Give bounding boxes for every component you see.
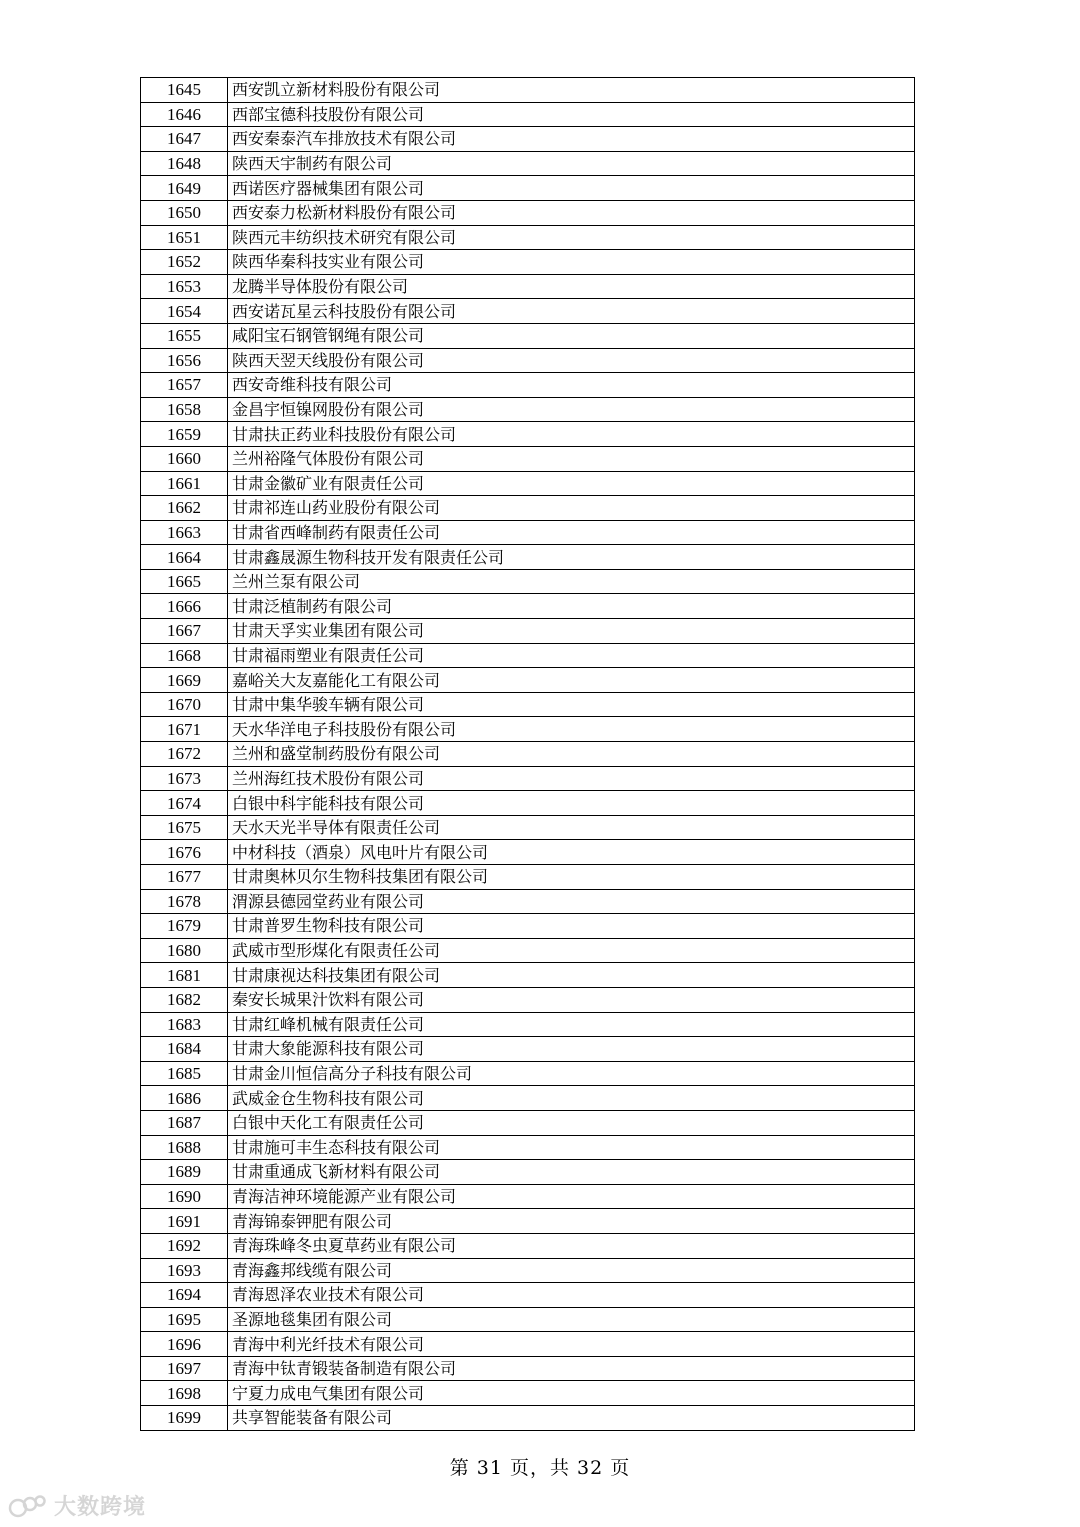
company-name-cell: 白银中天化工有限责任公司 [228, 1110, 915, 1135]
company-name-cell: 兰州和盛堂制药股份有限公司 [228, 742, 915, 767]
watermark-logo-icon [8, 1492, 48, 1520]
table-row [141, 1061, 915, 1086]
company-name-cell: 青海恩泽农业技术有限公司 [228, 1283, 915, 1308]
row-number-cell: 1660 [141, 446, 228, 471]
row-number-cell: 1650 [141, 200, 228, 225]
company-name-cell: 西安泰力松新材料股份有限公司 [228, 200, 915, 225]
row-number-cell: 1656 [141, 348, 228, 373]
company-name-cell: 西部宝德科技股份有限公司 [228, 102, 915, 127]
table-row [141, 619, 915, 644]
company-name-cell: 西安凯立新材料股份有限公司 [228, 78, 915, 103]
company-name-cell: 陕西天宇制药有限公司 [228, 151, 915, 176]
company-name-cell: 陕西元丰纺织技术研究有限公司 [228, 225, 915, 250]
row-number-cell: 1686 [141, 1086, 228, 1111]
table-row [141, 1406, 915, 1431]
company-name-cell: 甘肃奥林贝尔生物科技集团有限公司 [228, 865, 915, 890]
row-number-cell: 1680 [141, 938, 228, 963]
company-name-cell: 咸阳宝石钢管钢绳有限公司 [228, 323, 915, 348]
watermark-text: 大数跨境 [54, 1495, 147, 1520]
company-name-cell: 甘肃省西峰制药有限责任公司 [228, 520, 915, 545]
table-row [141, 815, 915, 840]
table-row [141, 200, 915, 225]
company-name-cell: 甘肃金川恒信高分子科技有限公司 [228, 1061, 915, 1086]
company-name-cell: 共享智能装备有限公司 [228, 1406, 915, 1431]
row-number-cell: 1658 [141, 397, 228, 422]
table-row [141, 914, 915, 939]
company-name-cell: 青海锦泰钾肥有限公司 [228, 1209, 915, 1234]
company-name-cell: 兰州兰泵有限公司 [228, 569, 915, 594]
table-row [141, 176, 915, 201]
table-row [141, 889, 915, 914]
table-row [141, 569, 915, 594]
company-name-cell: 甘肃大象能源科技有限公司 [228, 1037, 915, 1062]
company-name-cell: 甘肃金徽矿业有限责任公司 [228, 471, 915, 496]
row-number-cell: 1689 [141, 1160, 228, 1185]
row-number-cell: 1691 [141, 1209, 228, 1234]
row-number-cell: 1652 [141, 250, 228, 275]
company-name-cell: 武威市型形煤化有限责任公司 [228, 938, 915, 963]
table-row [141, 1307, 915, 1332]
table-row [141, 865, 915, 890]
row-number-cell: 1682 [141, 987, 228, 1012]
table-row [141, 1356, 915, 1381]
row-number-cell: 1693 [141, 1258, 228, 1283]
row-number-cell: 1648 [141, 151, 228, 176]
company-name-cell: 甘肃扶正药业科技股份有限公司 [228, 422, 915, 447]
table-row [141, 1037, 915, 1062]
company-name-cell: 天水华洋电子科技股份有限公司 [228, 717, 915, 742]
company-name-cell: 中材科技（酒泉）风电叶片有限公司 [228, 840, 915, 865]
table-row [141, 323, 915, 348]
row-number-cell: 1676 [141, 840, 228, 865]
table-row [141, 938, 915, 963]
table-row [141, 1381, 915, 1406]
company-name-cell: 宁夏力成电气集团有限公司 [228, 1381, 915, 1406]
table-row [141, 299, 915, 324]
table-row [141, 1184, 915, 1209]
table-row [141, 545, 915, 570]
company-name-cell: 龙腾半导体股份有限公司 [228, 274, 915, 299]
company-name-cell: 西安诺瓦星云科技股份有限公司 [228, 299, 915, 324]
table-row [141, 1110, 915, 1135]
company-name-cell: 甘肃重通成飞新材料有限公司 [228, 1160, 915, 1185]
row-number-cell: 1694 [141, 1283, 228, 1308]
row-number-cell: 1673 [141, 766, 228, 791]
row-number-cell: 1677 [141, 865, 228, 890]
company-name-cell: 甘肃福雨塑业有限责任公司 [228, 643, 915, 668]
row-number-cell: 1662 [141, 496, 228, 521]
row-number-cell: 1696 [141, 1332, 228, 1357]
company-name-cell: 西安奇维科技有限公司 [228, 373, 915, 398]
row-number-cell: 1655 [141, 323, 228, 348]
row-number-cell: 1679 [141, 914, 228, 939]
table-row [141, 1258, 915, 1283]
table-row [141, 692, 915, 717]
company-name-cell: 嘉峪关大友嘉能化工有限公司 [228, 668, 915, 693]
table-row [141, 742, 915, 767]
table-row [141, 225, 915, 250]
company-name-cell: 青海中利光纤技术有限公司 [228, 1332, 915, 1357]
table-row [141, 471, 915, 496]
table-row [141, 717, 915, 742]
company-name-cell: 青海洁神环境能源产业有限公司 [228, 1184, 915, 1209]
row-number-cell: 1667 [141, 619, 228, 644]
table-row [141, 1012, 915, 1037]
company-name-cell: 兰州裕隆气体股份有限公司 [228, 446, 915, 471]
company-name-cell: 西安秦泰汽车排放技术有限公司 [228, 127, 915, 152]
table-row [141, 840, 915, 865]
row-number-cell: 1674 [141, 791, 228, 816]
row-number-cell: 1668 [141, 643, 228, 668]
table-row [141, 1086, 915, 1111]
table-row [141, 446, 915, 471]
table-row [141, 1283, 915, 1308]
company-name-cell: 渭源县德园堂药业有限公司 [228, 889, 915, 914]
row-number-cell: 1683 [141, 1012, 228, 1037]
table-row [141, 397, 915, 422]
row-number-cell: 1647 [141, 127, 228, 152]
company-name-cell: 兰州海红技术股份有限公司 [228, 766, 915, 791]
table-row [141, 594, 915, 619]
table-row [141, 1233, 915, 1258]
company-name-cell: 青海珠峰冬虫夏草药业有限公司 [228, 1233, 915, 1258]
table-row [141, 766, 915, 791]
table-row [141, 373, 915, 398]
row-number-cell: 1698 [141, 1381, 228, 1406]
table-row [141, 987, 915, 1012]
row-number-cell: 1666 [141, 594, 228, 619]
company-name-cell: 秦安长城果汁饮料有限公司 [228, 987, 915, 1012]
row-number-cell: 1681 [141, 963, 228, 988]
company-name-cell: 甘肃泛植制药有限公司 [228, 594, 915, 619]
row-number-cell: 1651 [141, 225, 228, 250]
row-number-cell: 1646 [141, 102, 228, 127]
table-row [141, 496, 915, 521]
row-number-cell: 1670 [141, 692, 228, 717]
company-list-table [140, 77, 915, 1431]
table-row [141, 102, 915, 127]
row-number-cell: 1659 [141, 422, 228, 447]
table-row [141, 1332, 915, 1357]
row-number-cell: 1664 [141, 545, 228, 570]
table-row [141, 1135, 915, 1160]
company-name-cell: 白银中科宇能科技有限公司 [228, 791, 915, 816]
row-number-cell: 1688 [141, 1135, 228, 1160]
table-row [141, 1209, 915, 1234]
row-number-cell: 1661 [141, 471, 228, 496]
company-name-cell: 陕西华秦科技实业有限公司 [228, 250, 915, 275]
row-number-cell: 1669 [141, 668, 228, 693]
company-name-cell: 甘肃中集华骏车辆有限公司 [228, 692, 915, 717]
table-row [141, 127, 915, 152]
company-name-cell: 甘肃祁连山药业股份有限公司 [228, 496, 915, 521]
table-row [141, 643, 915, 668]
table-row [141, 963, 915, 988]
row-number-cell: 1653 [141, 274, 228, 299]
table-row [141, 520, 915, 545]
page-number-footer: 第 31 页，共 32 页 [449, 1457, 631, 1479]
watermark [8, 1490, 146, 1521]
row-number-cell: 1649 [141, 176, 228, 201]
company-name-cell: 青海中钛青锻装备制造有限公司 [228, 1356, 915, 1381]
company-name-cell: 甘肃普罗生物科技有限公司 [228, 914, 915, 939]
row-number-cell: 1684 [141, 1037, 228, 1062]
table-row [141, 151, 915, 176]
row-number-cell: 1675 [141, 815, 228, 840]
row-number-cell: 1665 [141, 569, 228, 594]
table-row [141, 348, 915, 373]
company-name-cell: 西诺医疗器械集团有限公司 [228, 176, 915, 201]
company-name-cell: 甘肃施可丰生态科技有限公司 [228, 1135, 915, 1160]
company-name-cell: 金昌宇恒镍网股份有限公司 [228, 397, 915, 422]
row-number-cell: 1695 [141, 1307, 228, 1332]
row-number-cell: 1671 [141, 717, 228, 742]
company-name-cell: 天水天光半导体有限责任公司 [228, 815, 915, 840]
row-number-cell: 1672 [141, 742, 228, 767]
table-row [141, 1160, 915, 1185]
company-name-cell: 甘肃红峰机械有限责任公司 [228, 1012, 915, 1037]
row-number-cell: 1645 [141, 78, 228, 103]
row-number-cell: 1690 [141, 1184, 228, 1209]
company-name-cell: 陕西天翌天线股份有限公司 [228, 348, 915, 373]
row-number-cell: 1654 [141, 299, 228, 324]
row-number-cell: 1685 [141, 1061, 228, 1086]
company-name-cell: 武威金仓生物科技有限公司 [228, 1086, 915, 1111]
table-row [141, 422, 915, 447]
table-row [141, 250, 915, 275]
row-number-cell: 1687 [141, 1110, 228, 1135]
company-name-cell: 甘肃鑫晟源生物科技开发有限责任公司 [228, 545, 915, 570]
table-row [141, 274, 915, 299]
company-name-cell: 甘肃康视达科技集团有限公司 [228, 963, 915, 988]
company-name-cell: 青海鑫邦线缆有限公司 [228, 1258, 915, 1283]
row-number-cell: 1699 [141, 1406, 228, 1431]
row-number-cell: 1657 [141, 373, 228, 398]
table-row [141, 78, 915, 103]
row-number-cell: 1697 [141, 1356, 228, 1381]
table-row [141, 668, 915, 693]
row-number-cell: 1678 [141, 889, 228, 914]
company-list-body [141, 78, 915, 1431]
row-number-cell: 1663 [141, 520, 228, 545]
company-name-cell: 甘肃天孚实业集团有限公司 [228, 619, 915, 644]
row-number-cell: 1692 [141, 1233, 228, 1258]
table-row [141, 791, 915, 816]
company-name-cell: 圣源地毯集团有限公司 [228, 1307, 915, 1332]
